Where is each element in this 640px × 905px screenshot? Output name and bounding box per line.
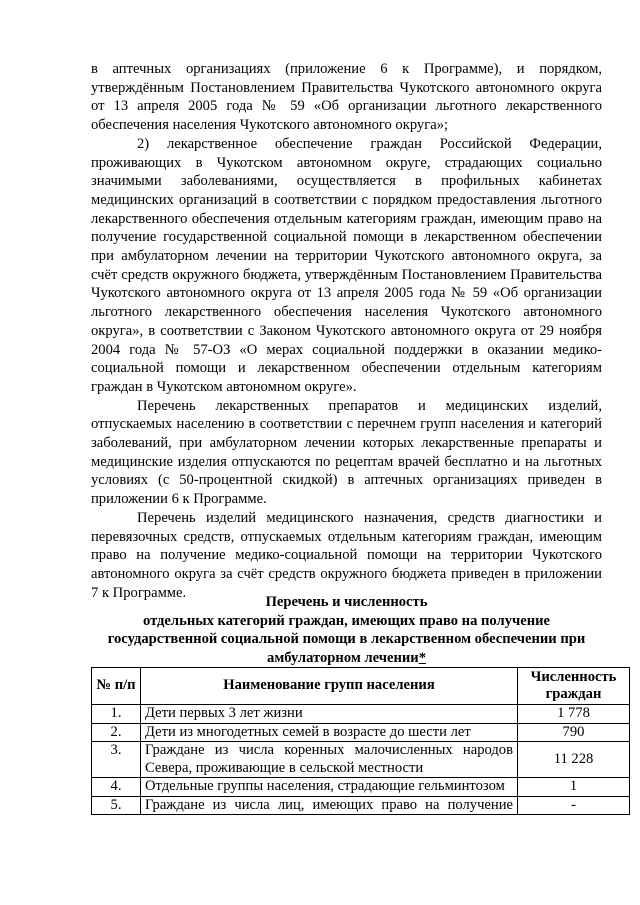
table-row	[92, 723, 630, 742]
table-title-line-3: государственной социальной помощи в лекарственном обеспечении при	[107, 631, 586, 648]
footnote-link[interactable]: *	[418, 650, 426, 667]
table-row	[92, 742, 630, 778]
population-groups-table	[91, 667, 630, 815]
table-title-line-4	[91, 649, 602, 668]
row-number: 4.	[92, 778, 141, 797]
header-number: № п/п	[92, 668, 141, 705]
header-group-name: Наименование групп населения	[141, 668, 518, 705]
row-group-name: Граждане из числа лиц, имеющих право на получение	[141, 796, 518, 815]
paragraph-medical-items-list: Перечень изделий медицинского назначения, средств диагностики и перевязочных средств, отпускаемых отдельным категориям граждан, имеющим право на получение медико-социальной помощи на территории Чукотского автономного округа за счёт средств окружного бюджета приведен в приложении 7 к Программе.	[91, 509, 602, 601]
row-count: 1	[518, 778, 630, 797]
table-title	[91, 593, 602, 668]
table-header-row	[92, 668, 630, 705]
row-count: 1 778	[518, 705, 630, 724]
table-title-line-1: Перечень и численность	[265, 594, 428, 610]
row-group-name: Граждане из числа коренных малочисленных народов Севера, проживающие в сельской местности	[141, 742, 518, 778]
table-title-line-4-text: амбулаторном лечении	[267, 650, 419, 667]
table-row	[92, 705, 630, 724]
row-number: 2.	[92, 723, 141, 742]
table-row	[92, 796, 630, 815]
row-count: 11 228	[518, 742, 630, 778]
paragraph-item-2: 2) лекарственное обеспечение граждан Российской Федерации, проживающих в Чукотском автономном округе, страдающих социально значимыми заболеваниями, осуществляется в профильных кабинетах медицинских организаций в соответствии с порядком предоставления льготного лекарственного обеспечения отдельным категориям граждан, имеющим право на получение государственной социальной помощи в лекарственном обеспечении при амбулаторном лечении на территории Чукотского автономного округа, за счёт средств окружного бюджета, утверждённым Постановлением Правительства Чукотского автономного округа от 13 апреля 2005 года № 59 «Об организации льготного лекарственного обеспечения населения Чукотского автономного округа», в соответствии с Законом Чукотского автономного округа от 29 ноября 2004 года № 57-ОЗ «О мерах социальной поддержки в оказании медико-социальной помощи и лекарственном обеспечении отдельным категориям граждан в Чукотском автономном округе».	[91, 135, 602, 395]
row-count: -	[518, 796, 630, 815]
row-number: 5.	[92, 796, 141, 815]
body-text	[91, 60, 602, 602]
row-count: 790	[518, 723, 630, 742]
paragraph-medicines-list: Перечень лекарственных препаратов и медицинских изделий, отпускаемых населению в соответствии с перечнем групп населения и категорий заболеваний, при амбулаторном лечении которых лекарственные препараты и медицинские изделия отпускаются по рецептам врачей бесплатно и на льготных условиях (с 50-процентной скидкой) в аптечных организациях приведен в приложении 6 к Программе.	[91, 397, 602, 508]
row-group-name: Дети из многодетных семей в возрасте до шести лет	[141, 723, 518, 742]
table-row	[92, 778, 630, 797]
paragraph-continuation: в аптечных организациях (приложение 6 к Программе), и порядком, утверждённым Постановлением Правительства Чукотского автономного округа от 13 апреля 2005 года № 59 «Об организации льготного лекарственного обеспечения населения Чукотского автономного округа»;	[91, 61, 602, 134]
row-group-name: Отдельные группы населения, страдающие гельминтозом	[141, 778, 518, 797]
header-count: Численность граждан	[518, 668, 630, 705]
row-number: 3.	[92, 742, 141, 778]
table-title-line-2: отдельных категорий граждан, имеющих право на получение	[142, 612, 551, 629]
row-number: 1.	[92, 705, 141, 724]
row-group-name: Дети первых 3 лет жизни	[141, 705, 518, 724]
